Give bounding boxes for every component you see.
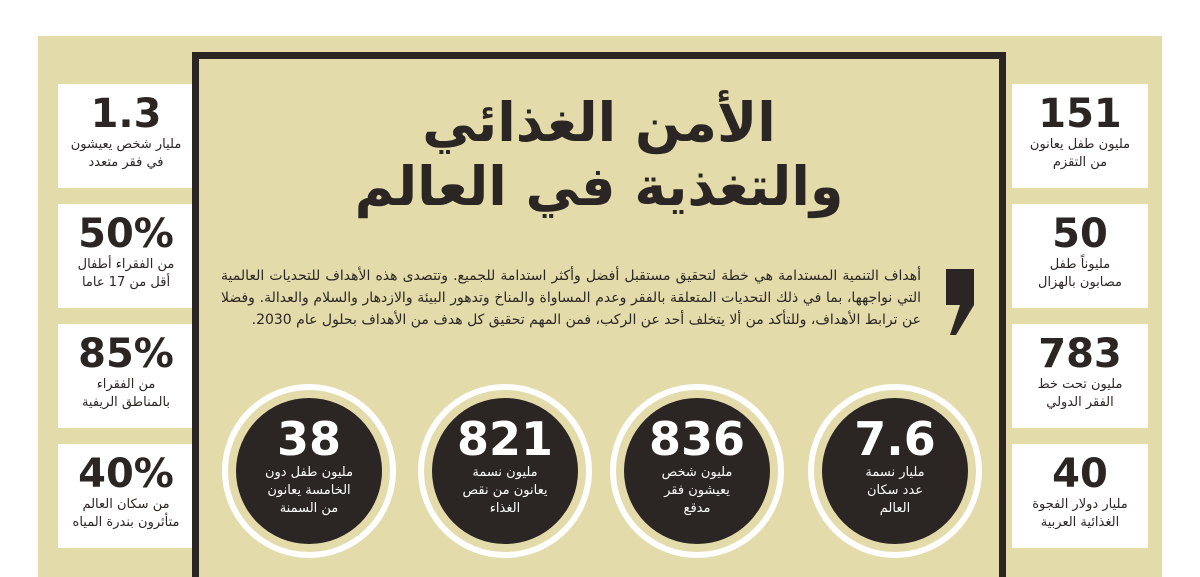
circle-extreme-poverty	[610, 384, 784, 558]
stat-box-food-gap	[1012, 444, 1148, 548]
stat-number: 85%	[78, 331, 174, 377]
stat-label: مليون تحت خط الفقر الدولي	[1037, 377, 1123, 410]
circle-number: 38	[276, 412, 341, 466]
intro-paragraph: أهداف التنمية المستدامة هي خطة لتحقيق مستقبل أفضل وأكثر استدامة للجميع. وتتصدى هذه الأهداف للتحديات العالمية التي نواجهها، بما في ذلك التحديات المتعلقة بالفقر وعدم المساواة والمناخ وتدهور البيئة والازدهار والسلام والعدالة. وفضلا عن ترابط الأهداف، وللتأكد من ألا يتخلف أحد عن الركب، فمن المهم تحقيق كل هدف من الأهداف بحلول عام 2030.	[221, 268, 921, 328]
stat-number: 40%	[78, 451, 174, 497]
stat-number: 783	[1038, 331, 1122, 377]
stat-box-stunting	[1012, 84, 1148, 188]
stat-box-poverty-line	[1012, 324, 1148, 428]
circle-number: 821	[456, 412, 554, 466]
circle-child-obesity	[222, 384, 396, 558]
circle-inner	[432, 398, 578, 544]
stat-label: من الفقراء بالمناطق الريفية	[81, 377, 171, 410]
stat-label: مليون طفل يعانون من التقزم	[1029, 137, 1131, 170]
stat-number: 1.3	[90, 91, 162, 137]
stat-box-wasting	[1012, 204, 1148, 308]
stat-label: مليار دولار الفجوة الغذائية العربية	[1032, 497, 1128, 530]
stat-box-water-scarcity	[58, 444, 194, 548]
circle-label: مليون نسمة يعانون من نقص الغذاء	[462, 465, 548, 516]
stat-number: 50%	[78, 211, 174, 257]
circle-number: 7.6	[854, 412, 936, 466]
stat-box-poverty-people	[58, 84, 194, 188]
circle-inner	[236, 398, 382, 544]
circle-label: مليار نسمة عدد سكان العالم	[865, 465, 925, 516]
circle-undernourishment	[418, 384, 592, 558]
stat-label: مليار شخص يعيشون في فقر متعدد	[70, 137, 182, 170]
stat-label: مليوناً طفل مصابون بالهزال	[1038, 257, 1122, 290]
circle-label: مليون طفل دون الخامسة يعانون من السمنة	[264, 465, 354, 516]
stat-number: 50	[1052, 211, 1108, 257]
stat-number: 40	[1052, 451, 1108, 497]
stat-label: من الفقراء أطفال أقل من 17 عاما	[77, 257, 175, 290]
quote-mark-icon	[946, 269, 974, 335]
circle-number: 836	[648, 412, 746, 466]
stat-box-rural-poor	[58, 324, 194, 428]
stat-box-poor-children	[58, 204, 194, 308]
stat-number: 151	[1038, 91, 1122, 137]
circle-label: مليون شخص يعيشون فقر مدقع	[661, 465, 733, 516]
page-title: الأمن الغذائي والتغذية في العالم	[354, 91, 844, 218]
circle-world-population	[808, 384, 982, 558]
stat-label: من سكان العالم متأثرون بندرة المياه	[72, 497, 180, 530]
circle-inner	[822, 398, 968, 544]
circle-inner	[624, 398, 770, 544]
